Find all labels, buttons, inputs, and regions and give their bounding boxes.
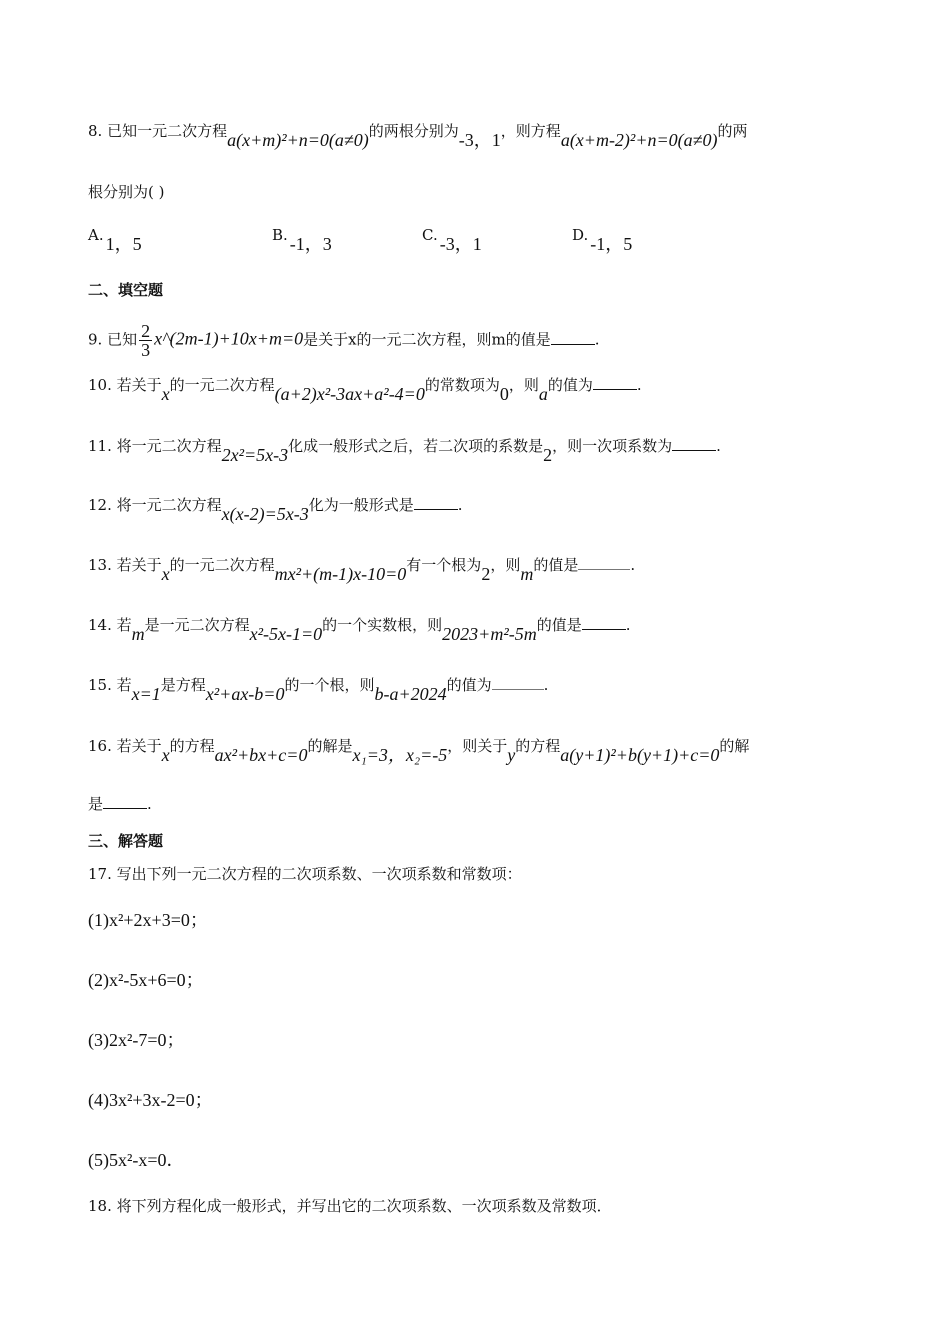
q8-roots: -3，1 (458, 130, 501, 150)
q16-line2-text: 是 (88, 795, 104, 813)
q16-mid2: 的解是 (307, 737, 353, 755)
option-b-value: -1，3 (289, 234, 332, 254)
question-16 (88, 735, 750, 765)
q8-prefix: 8. 已知一元二次方程 (88, 122, 228, 140)
question-15: 15. 若x=1是方程x²+ax-b=0的一个根，则b-a+2024的值为 . (88, 676, 549, 704)
q16-solution: x₁=3，x₂=-5 (352, 745, 448, 765)
q8-mid: 的两根分别为 (368, 122, 459, 140)
q16-equation-2: a(y+1)²+b(y+1)+c=0 (560, 745, 720, 765)
q15-mid2: 的一个根，则 (284, 676, 375, 694)
q11-mid: 化成一般形式之后，若二次项的系数是 (288, 437, 544, 455)
q14-var: m (131, 624, 145, 644)
q12-suffix: 化为一般形式是 (308, 496, 414, 514)
q14-suffix: 的值是 (536, 616, 582, 634)
q8-mid2: ，则方程 (500, 122, 561, 140)
q14-mid: 是一元二次方程 (144, 616, 250, 634)
q17-item-1: (1)x²+2x+3=0； (88, 910, 208, 930)
q13-value: 2 (481, 564, 491, 584)
q9-prefix: 9. 已知 (88, 330, 138, 349)
q16-suffix: 的解 (719, 737, 750, 755)
q15-prefix: 15. 若 (88, 676, 132, 694)
question-13: 13. 若关于x的一元二次方程mx²+(m-1)x-10=0有一个根为2，则m的值是 . (88, 556, 636, 584)
option-d-label: D. (572, 226, 589, 244)
q14-prefix: 14. 若 (88, 616, 132, 634)
q11-answer-blank[interactable] (672, 436, 716, 451)
q9-frac-num: 2 (141, 321, 151, 341)
q8-equation-1: a(x+m)²+n=0(a≠0) (227, 130, 369, 150)
q13-mid3: ，则 (490, 556, 521, 574)
q12-equation: x(x-2)=5x-3 (221, 504, 309, 524)
option-b-label: B. (272, 226, 288, 244)
question-14: 14. 若m是一元二次方程x²-5x-1=0的一个实数根，则2023+m²-5m的值是 . (88, 616, 631, 644)
q16-mid: 的方程 (169, 737, 215, 755)
q15-equation: x²+ax-b=0 (205, 684, 285, 704)
q14-mid2: 的一个实数根，则 (322, 616, 443, 634)
q13-mid2: 有一个根为 (406, 556, 482, 574)
q13-suffix: 的值是 (533, 556, 579, 574)
q9-equation: x^(2m-1)+10x+m=0 (154, 328, 304, 349)
question-17: 17. 写出下列一元二次方程的二次项系数、一次项系数和常数项： (88, 865, 522, 883)
option-c-label: C. (422, 226, 438, 244)
q16-answer-blank[interactable] (103, 794, 147, 809)
q8-option-d (572, 220, 633, 254)
question-10: 10. 若关于x的一元二次方程(a+2)x²-3ax+a²-4=0的常数项为0，则a的值为 . (88, 376, 642, 404)
q16-line-2: 是 . (88, 795, 152, 813)
q17-item-5: (5)5x²-x=0． (88, 1150, 185, 1170)
option-c-value: -3，1 (439, 234, 482, 254)
q13-answer-blank[interactable] (578, 555, 630, 570)
q9-fraction (139, 322, 152, 359)
option-d-value: -1，5 (590, 234, 633, 254)
q11-equation: 2x²=5x-3 (221, 445, 289, 465)
q10-value: 0 (499, 384, 509, 404)
q16-mid3: ，则关于 (447, 737, 508, 755)
q11-value: 2 (543, 445, 553, 465)
q8-equation-2: a(x+m-2)²+n=0(a≠0) (560, 130, 718, 150)
q16-var2: y (507, 745, 516, 765)
q13-prefix: 13. 若关于 (88, 556, 162, 574)
question-8 (88, 120, 748, 150)
question-11: 11. 将一元二次方程2x²=5x-3化成一般形式之后，若二次项的系数是2，则一次项系数为 . (88, 437, 721, 465)
q16-mid4: 的方程 (515, 737, 561, 755)
q12-prefix: 12. 将一元二次方程 (88, 496, 222, 514)
q8-option-c (422, 220, 482, 254)
q8-option-b (272, 220, 332, 254)
q15-expression: b-a+2024 (374, 684, 447, 704)
question-12: 12. 将一元二次方程x(x-2)=5x-3化为一般形式是 . (88, 496, 463, 524)
q16-var: x (161, 745, 170, 765)
q10-mid: 的一元二次方程 (169, 376, 275, 394)
q17-item-3: (3)2x²-7=0； (88, 1030, 185, 1050)
q12-answer-blank[interactable] (414, 495, 458, 510)
q15-suffix: 的值为 (446, 676, 492, 694)
option-a-value: 1，5 (105, 234, 142, 254)
q11-suffix: ，则一次项系数为 (552, 437, 673, 455)
q14-equation: x²-5x-1=0 (249, 624, 323, 644)
q16-equation: ax²+bx+c=0 (214, 745, 308, 765)
q10-mid3: ，则 (508, 376, 539, 394)
q17-item-4: (4)3x²+3x-2=0； (88, 1090, 213, 1110)
q14-expression: 2023+m²-5m (442, 624, 537, 644)
q8-suffix: 的两 (717, 122, 748, 140)
q10-mid2: 的常数项为 (424, 376, 500, 394)
q13-equation: mx²+(m-1)x-10=0 (274, 564, 407, 584)
q10-var: x (161, 384, 170, 404)
q10-var2: a (538, 384, 548, 404)
q13-mid: 的一元二次方程 (169, 556, 275, 574)
q13-var: x (161, 564, 170, 584)
q8-option-a (88, 220, 142, 254)
q9-answer-blank[interactable] (551, 330, 595, 345)
q13-var2: m (520, 564, 534, 584)
q11-prefix: 11. 将一元二次方程 (88, 437, 222, 455)
q10-suffix: 的值为 (547, 376, 593, 394)
option-a-label: A. (88, 226, 104, 244)
q15-condition: x=1 (131, 684, 161, 704)
q17-item-2: (2)x²-5x+6=0； (88, 970, 204, 990)
q14-answer-blank[interactable] (582, 615, 626, 630)
q8-line-2: 根分别为( ) (88, 183, 165, 201)
q9-frac-den: 3 (141, 340, 151, 360)
q15-mid: 是方程 (160, 676, 206, 694)
q9-text: 是关于x的一元二次方程，则m的值是 (303, 330, 551, 349)
q16-prefix: 16. 若关于 (88, 737, 162, 755)
question-18: 18. 将下列方程化成一般形式，并写出它的二次项系数、一次项系数及常数项． (88, 1197, 612, 1215)
section-2-heading: 二、填空题 (88, 281, 164, 299)
q10-answer-blank[interactable] (593, 375, 637, 390)
q15-answer-blank[interactable] (492, 675, 544, 690)
q10-prefix: 10. 若关于 (88, 376, 162, 394)
q10-equation: (a+2)x²-3ax+a²-4=0 (274, 384, 425, 404)
section-3-heading: 三、解答题 (88, 832, 164, 850)
question-9: 9. 已知 $\frac{2}{3}$ x^(2m-1)+10x+m=0是关于x的一元二次方程，则m的值是 . (88, 321, 600, 360)
